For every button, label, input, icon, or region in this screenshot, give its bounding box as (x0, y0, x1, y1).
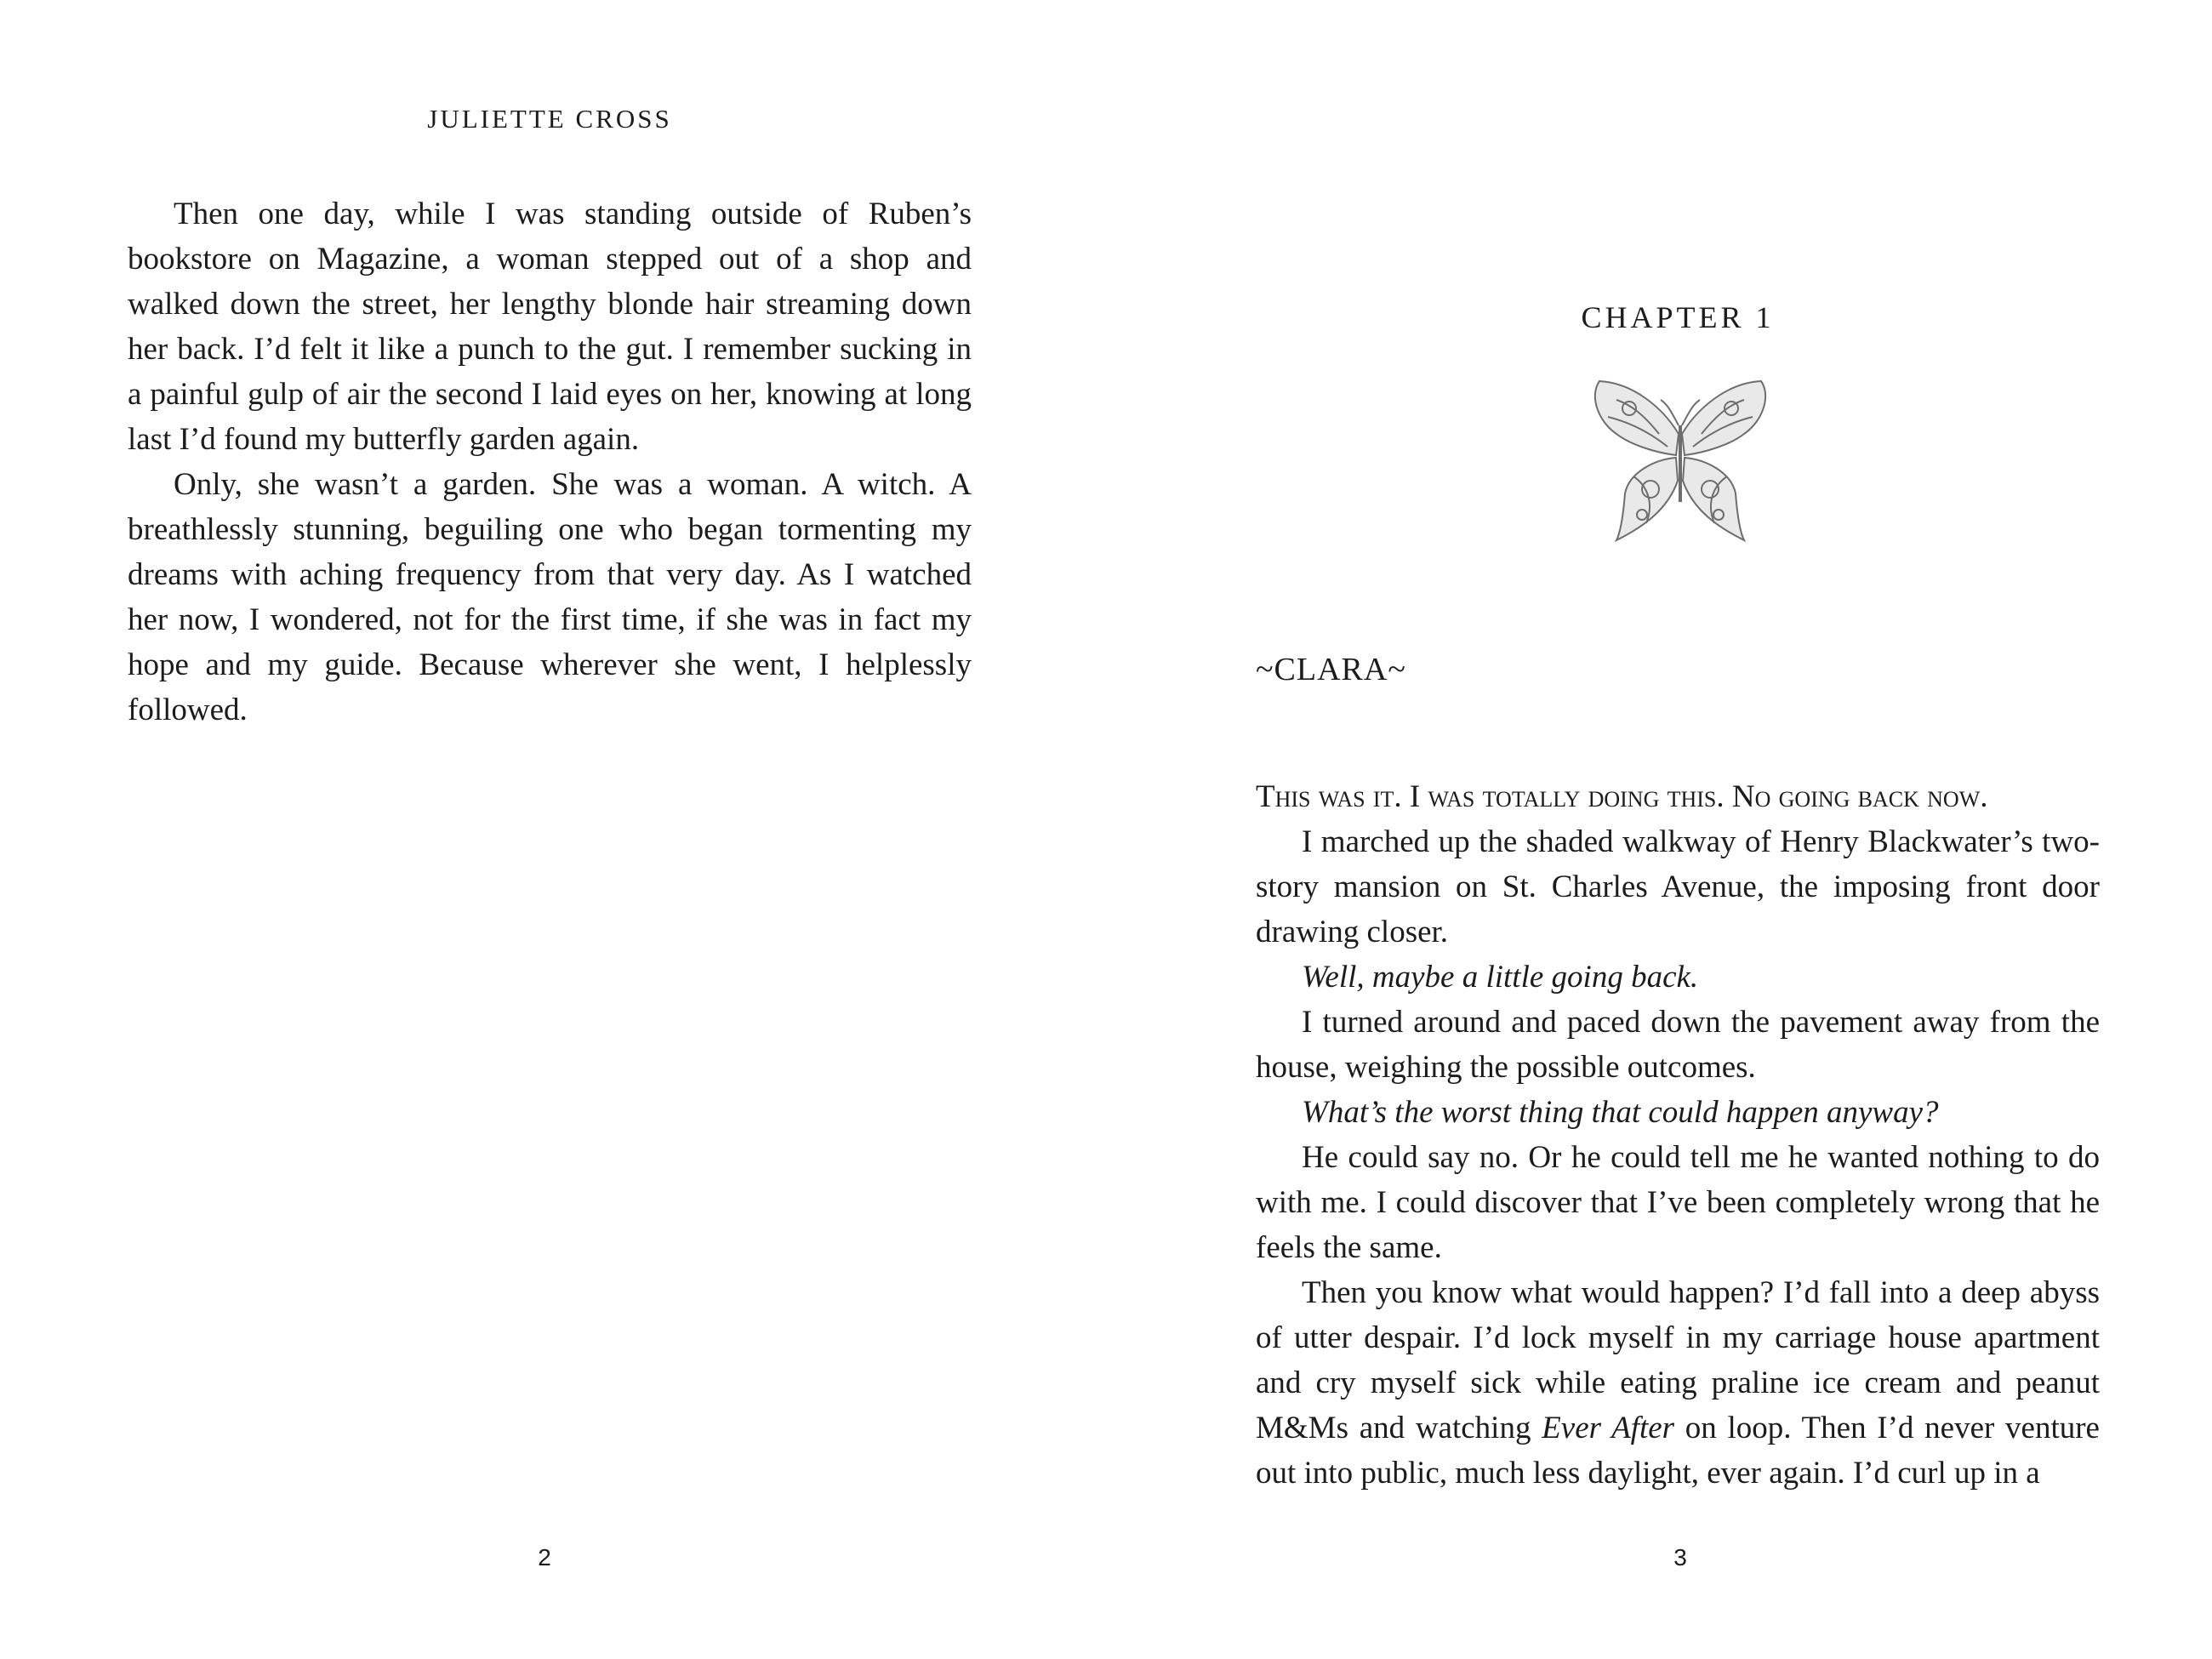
paragraph-italic (1256, 955, 2100, 1000)
right-page-body (1256, 774, 2100, 1496)
page-number-right: 3 (1673, 1544, 1687, 1571)
paragraph: Only, she wasn’t a garden. She was a woman. A witch. A breathlessly stunning, beguiling one who began tormenting my dreams with aching frequency from that very day. As I watched her now, I wondered, not for the first time, if she was in fact my hope and my guide. Because wherever she went, I helplessly followed. (128, 467, 972, 727)
paragraph-text-end: on loop. Then I’d never venture out into public, much less daylight, ever again. I’d curl up in a (1256, 1411, 2100, 1491)
italic-thought: What’s the worst thing that could happen anyway? (1302, 1095, 1939, 1130)
paragraph: He could say no. Or he could tell me he wanted nothing to do with me. I could discover that I’ve been completely wrong that he feels the same. (1256, 1140, 2100, 1265)
italic-thought: Well, maybe a little going back. (1302, 960, 1699, 995)
paragraph: Then one day, while I was standing outside of Ruben’s bookstore on Magazine, a woman stepped out of a shop and walked down the street, her lengthy blonde hair streaming down her back. I’d felt it like a punch to the gut. I remember sucking in a painful gulp of air the second I laid eyes on her, knowing at long last I’d found my butterfly garden again. (128, 197, 972, 457)
paragraph (1256, 1270, 2100, 1496)
left-page-body (128, 191, 972, 733)
paragraph: I turned around and paced down the pavement away from the house, weighing the possible outcomes. (1256, 1005, 2100, 1085)
butterfly-ornament-icon (1582, 374, 1778, 544)
opening-line: This was it. I was totally doing this. No going back now. (1256, 779, 1988, 814)
right-page (1106, 0, 2212, 1659)
pov-heading: ~CLARA~ (1256, 652, 1406, 687)
paragraph: I marched up the shaded walkway of Henry Blackwater’s two-story mansion on St. Charles Avenue, the imposing front door drawing closer. (1256, 824, 2100, 949)
paragraph-italic (1256, 1090, 2100, 1135)
page-number-left: 2 (538, 1544, 551, 1571)
chapter-title: CHAPTER 1 (1581, 300, 1775, 334)
paragraph-text-start: Then you know what would happen? I’d fall into a deep abyss of utter despair. I’d lock myself in my carriage house apartment and cry myself sick while eating praline ice cream and peanut M&Ms and watching (1256, 1275, 2100, 1445)
movie-title: Ever After (1542, 1411, 1675, 1445)
running-head-author: JULIETTE CROSS (427, 104, 672, 134)
